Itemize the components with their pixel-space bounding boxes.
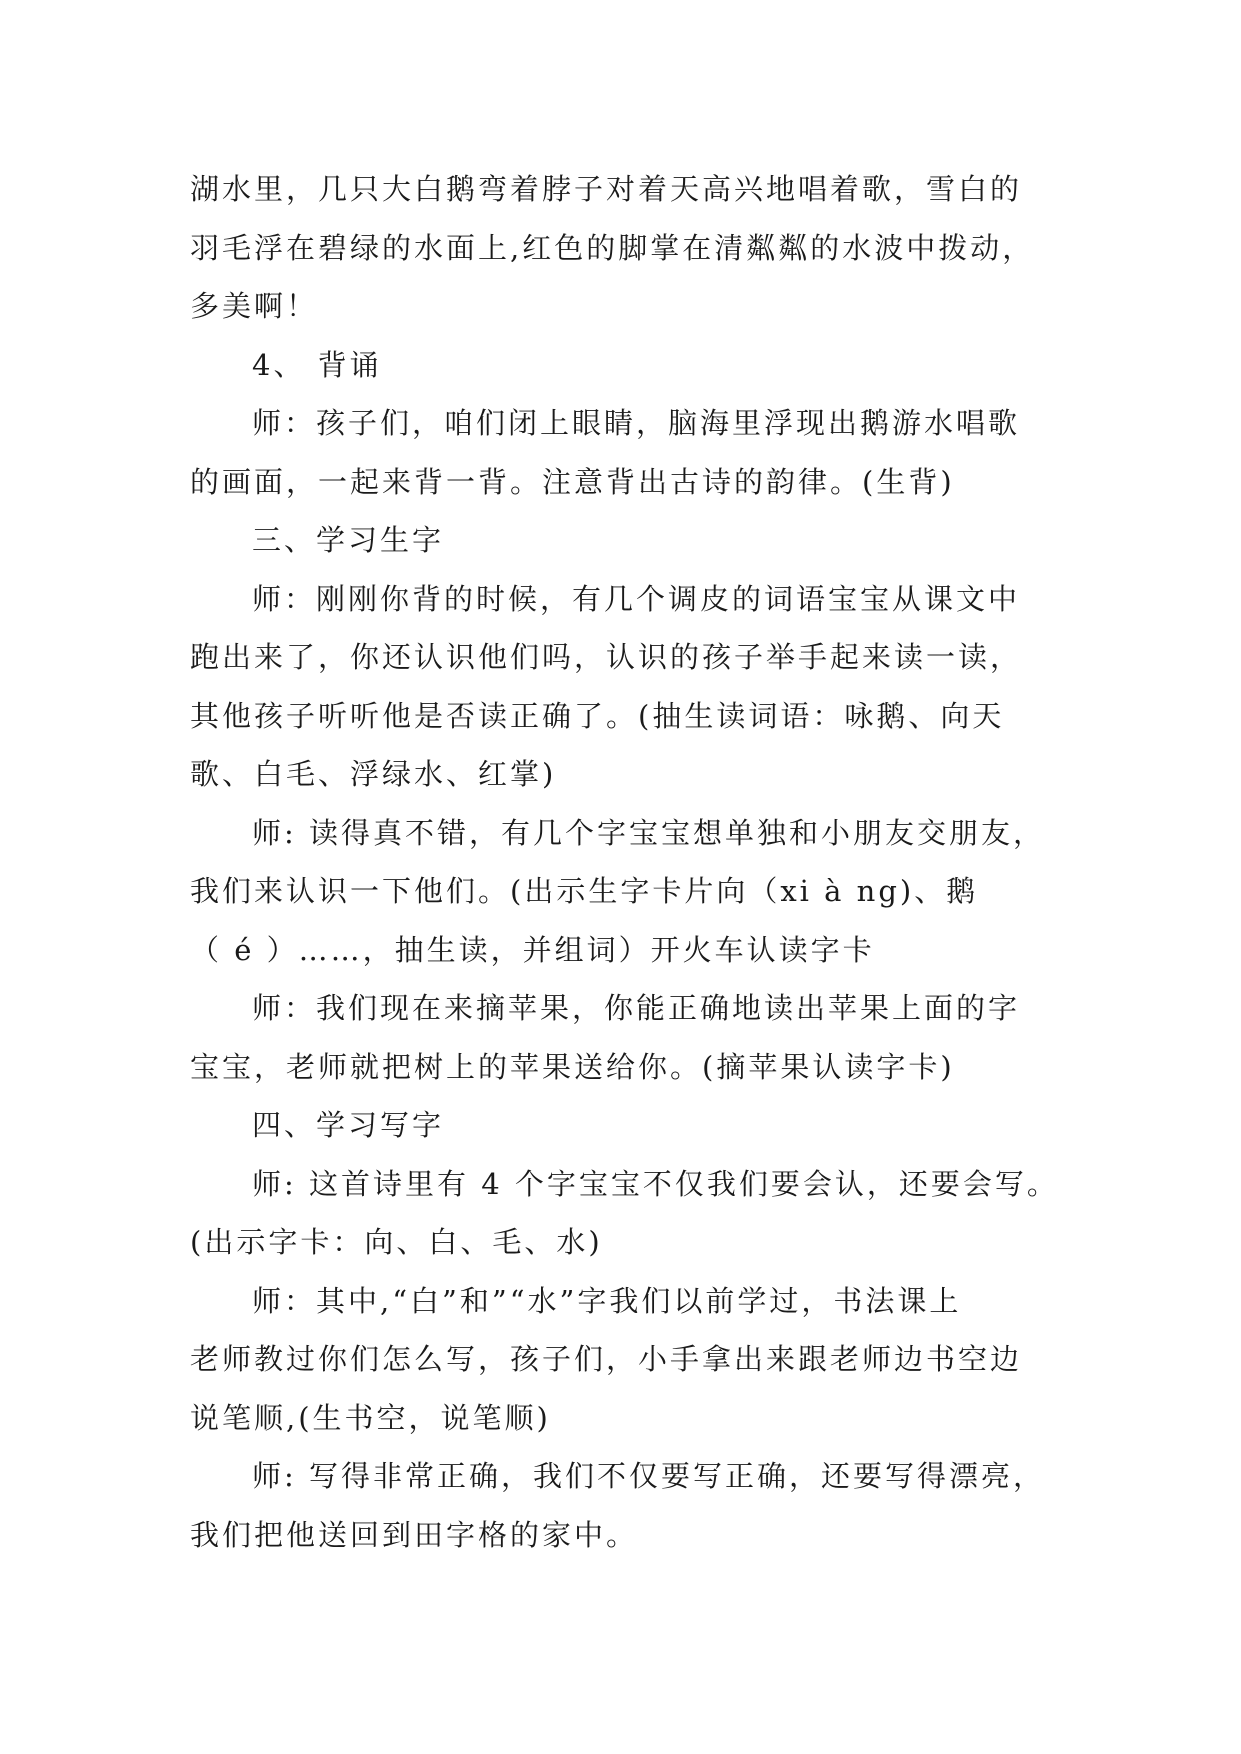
text-line: 多美啊！: [190, 289, 319, 323]
text-line: 师：刚刚你背的时候，有几个调皮的词语宝宝从课文中: [252, 581, 1021, 616]
text-line: （ é ）……，抽生读，并组词）开火车认读字卡: [190, 932, 875, 967]
text-line: 的画面，一起来背一背。注意背出古诗的韵律。(生背): [190, 464, 955, 499]
text-line: 师: 读得真不错，有几个字宝宝想单独和小朋友交朋友，: [252, 815, 1045, 850]
text-line: 其他孩子听听他是否读正确了。(抽生读词语：咏鹅、向天: [190, 698, 1005, 733]
text-line: 宝宝，老师就把树上的苹果送给你。(摘苹果认读字卡): [190, 1049, 955, 1084]
text-line: 师: 写得非常正确，我们不仅要写正确，还要写得漂亮，: [252, 1459, 1045, 1493]
text-line: 我们把他送回到田字格的家中。: [190, 1517, 639, 1552]
text-line: 说笔顺,(生书空，说笔顺): [190, 1400, 551, 1435]
text-line: 老师教过你们怎么写，孩子们，小手拿出来跟老师边书空边: [190, 1342, 1023, 1376]
text-line: (出示字卡：向、白、毛、水): [190, 1225, 603, 1259]
text-line: 师：其中,“白”和”“水”字我们以前学过，书法课上: [252, 1283, 962, 1318]
document-body: [190, 160, 1060, 1564]
text-line: 我们来认识一下他们。(出示生字卡片向（xi à ng)、鹅: [190, 874, 979, 908]
text-line: 歌、白毛、浮绿水、红掌): [190, 757, 557, 791]
section-heading: 四、学习写字: [252, 1108, 445, 1142]
text-line: 师: 这首诗里有 4 个字宝宝不仅我们要会认，还要会写。: [252, 1166, 1059, 1201]
text-line: 师：我们现在来摘苹果，你能正确地读出苹果上面的字: [252, 991, 1021, 1025]
section-heading: 4、 背诵: [252, 347, 382, 382]
section-heading: 三、学习生字: [252, 523, 445, 557]
text-line: 羽毛浮在碧绿的水面上,红色的脚掌在清粼粼的水波中拨动，: [190, 230, 1035, 265]
text-line: 湖水里，几只大白鹅弯着脖子对着天高兴地唱着歌，雪白的: [190, 172, 1023, 206]
text-line: 跑出来了，你还认识他们吗，认识的孩子举手起来读一读，: [190, 640, 1023, 674]
text-line: 师：孩子们，咱们闭上眼睛，脑海里浮现出鹅游水唱歌: [252, 406, 1021, 440]
